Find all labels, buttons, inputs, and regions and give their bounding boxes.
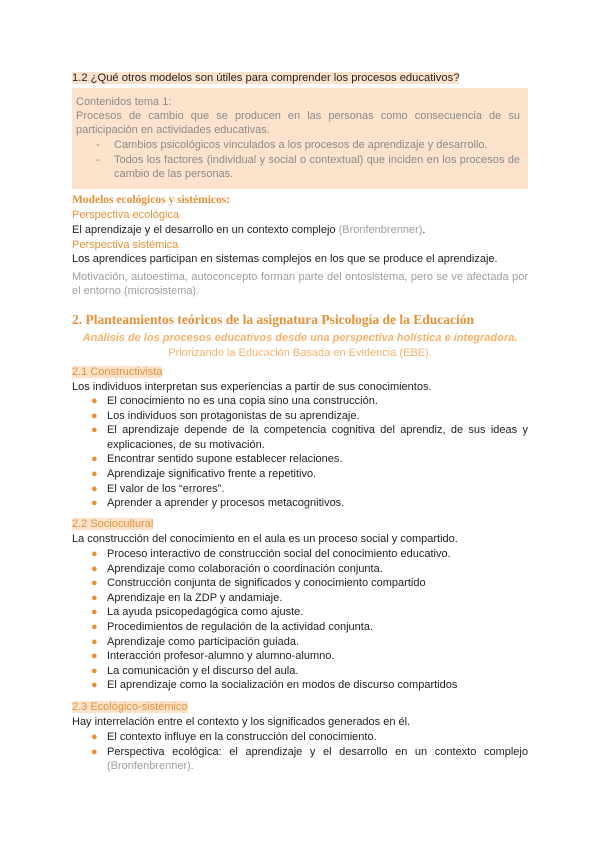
section-heading-2-3: 2.3 Ecológico-sistémico <box>72 701 188 713</box>
systemic-label: Perspectiva sistémica <box>72 239 179 251</box>
ecological-label: Perspectiva ecológica <box>72 209 180 221</box>
list-item: ● El valor de los “errores”. <box>91 482 225 495</box>
box-title: Contenidos tema 1: <box>76 96 172 108</box>
list-item: ● Procedimientos de regulación de la actividad conjunta. <box>91 620 373 633</box>
list-item: ● La comunicación y el discurso del aula. <box>91 664 299 677</box>
section-heading-1-2: 1.2 ¿Qué otros modelos son útiles para comprender los procesos educativos? <box>72 72 460 84</box>
list-item: ● El aprendizaje como la socialización en modos de discurso compartidos <box>91 679 458 692</box>
section-subtitle-2: Priorizando la Educación Basada en Evidencia (EBE). <box>168 347 432 359</box>
list-item: ● El conocimiento no es una copia sino una construcción. <box>91 395 378 407</box>
section-heading-2: 2. Planteamientos teóricos de la asignatura Psicología de la Educación <box>72 312 474 327</box>
list-item: ● Perspectiva ecológica: el aprendizaje y el desarrollo en un contexto complejo (Bronfenbrenner). <box>91 745 528 773</box>
list-item: ● Los individuos son protagonistas de su aprendizaje. <box>91 409 360 422</box>
list-item: ● Aprendizaje en la ZDP y andamiaje. <box>91 591 283 604</box>
list-item: ● Aprendizaje como participación guiada. <box>91 635 300 648</box>
box-item: Todos los factores (individual y social o contextual) que inciden en los procesos de cambio de las personas. <box>114 154 520 180</box>
models-heading: Modelos ecológicos y sistémicos: <box>72 194 231 206</box>
list-item: ● Aprendizaje como colaboración o coordinación conjunta. <box>91 562 383 575</box>
section-heading-2-2: 2.2 Sociocultural <box>72 518 154 530</box>
list-item: ● Interacción profesor-alumno y alumno-alumno. <box>91 650 335 663</box>
list-item: ● Construcción conjunta de significados y conocimiento compartido <box>91 577 426 590</box>
intro-2-1: Los individuos interpretan sus experiencias a partir de sus conocimientos. <box>72 381 432 393</box>
box-intro: Procesos de cambio que se producen en las personas como consecuencia de su participación en actividades educativas. <box>76 110 520 136</box>
note-text: Motivación, autoestima, autoconcepto forman parte del ontosistema, pero se ve afectada por el entorno (microsistema). <box>72 271 528 297</box>
box-item: Cambios psicológicos vinculados a los procesos de aprendizaje y desarrollo. <box>114 139 488 151</box>
list-item: ● Aprender a aprender y procesos metacognitivos. <box>91 497 345 510</box>
intro-2-2: La construcción del conocimiento en el aula es un proceso social y compartido. <box>72 533 458 545</box>
list-item: ● Proceso interactivo de construcción social del conocimiento educativo. <box>91 548 451 560</box>
section-subtitle: Análisis de los procesos educativos desde una perspectiva holística e integradora. <box>82 332 518 344</box>
list-item: ● Encontrar sentido supone establecer relaciones. <box>91 453 343 466</box>
ecological-text: El aprendizaje y el desarrollo en un contexto complejo (Bronfenbrenner). <box>72 224 426 236</box>
dash-marker: - <box>96 154 100 166</box>
list-item: ● El aprendizaje depende de la competencia cognitiva del aprendiz, de sus ideas y explicaciones, de su motivación. <box>91 424 528 451</box>
contents-box <box>72 88 528 189</box>
list-2-3 <box>72 730 528 774</box>
bronfenbrenner-ref: (Bronfenbrenner). <box>107 760 194 773</box>
systemic-text: Los aprendices participan en sistemas complejos en los que se produce el aprendizaje. <box>72 253 498 265</box>
list-item: ● Aprendizaje significativo frente a repetitivo. <box>91 467 317 480</box>
section-heading-2-1: 2.1 Constructivista <box>72 366 163 378</box>
list-item: ● La ayuda psicopedagógica como ajuste. <box>91 606 304 619</box>
list-2-1 <box>72 394 528 511</box>
dash-marker: - <box>96 139 100 151</box>
list-2-2 <box>72 547 528 693</box>
list-item: ● El contexto influye en la construcción del conocimiento. <box>91 731 377 743</box>
bronfenbrenner-ref: (Bronfenbrenner) <box>338 224 423 236</box>
intro-2-3: Hay interrelación entre el contexto y los significados generados en él. <box>72 716 411 728</box>
